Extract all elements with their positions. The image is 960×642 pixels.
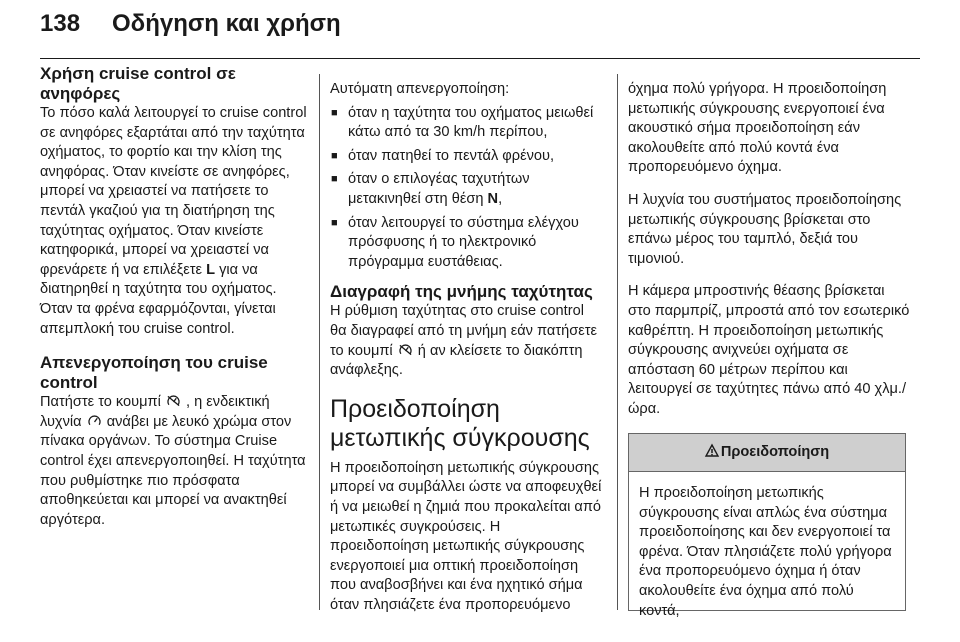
- warning-header: [629, 434, 905, 473]
- warning-triangle-icon: [705, 444, 719, 457]
- section-heading-hill-use: Χρήση cruise control σε ανηφόρες: [40, 64, 236, 103]
- gear-key-n: N: [487, 190, 499, 207]
- list-item: ■ όταν πατηθεί το πεντάλ φρένου,: [330, 147, 602, 167]
- cruise-control-button-icon: [167, 395, 180, 407]
- auto-off-list: [330, 104, 602, 273]
- paragraph-hill-use: Το πόσο καλά λειτουργεί το cruise control σε ανηφόρες εξαρτάται από την ταχύτητα οχήματος, το φορτίο και την κλίση της ανηφόρας. Όταν κινείστε σε ανηφόρες, μπορεί να χρειαστεί να πατήσετε το πεντάλ γκαζιού για τη διατήρηση της ταχύτητας οχήματος. Όταν κινείστε κατηφορικά, μπορεί να χρειαστεί να φρενάρετε ή να επιλέξετε L για να διατηρηθεί η ταχύτητα του οχήματος. Όταν τα φρένα εφαρμόζονται, γίνεται απεμπλοκή του cruise control.: [40, 105, 307, 337]
- column-1: [40, 64, 308, 544]
- warning-box: [628, 433, 906, 619]
- column-divider: [617, 74, 618, 610]
- list-item: ■ όταν ο επιλογέας ταχυτήτων μετακινηθεί στη θέση N,: [330, 170, 602, 209]
- list-item: ■ όταν λειτουργεί το σύστημα ελέγχου πρόσφυσης ή το ηλεκτρονικό πρόγραμμα ευστάθειας.: [330, 214, 602, 273]
- main-heading-forward-collision: Προειδοποίηση μετωπικής σύγκρουσης: [330, 394, 590, 452]
- page-header: [40, 10, 920, 50]
- paragraph-collision-alert: όχημα πολύ γρήγορα. Η προειδοποίηση μετωπικής σύγκρουσης ενεργοποιεί ένα ακουστικό σήμα προειδοποίηση εάν ακολουθείτε από πολύ κοντά ένα προπορευόμενο όχημα.: [628, 81, 887, 176]
- paragraph-camera-location: Η κάμερα μπροστινής θέασης βρίσκεται στο παρμπρίζ, μπροστά από τον εσωτερικό καθρέπτη. Η προειδοποίηση μετωπικής σύγκρουσης ανιχνεύει οχήματα σε απόσταση 60 μέτρων περίπου και λειτουργεί σε ταχύτητες πάνω από 40 χλμ./ώρα.: [628, 283, 910, 417]
- cruise-control-indicator-icon: [88, 415, 101, 427]
- paragraph-deactivation: Πατήστε το κουμπί , η ενδεικτική λυχνία ανάβει με λευκό χρώμα στον πίνακα οργάνων. Το σύστημα Cruise control έχει απενεργοποιηθεί. Η ταχύτητα που ρυθμίστηκε πιο πρόσφατα αποθηκεύεται και μπορεί να ανακτηθεί αργότερα.: [40, 394, 306, 528]
- page-title: Οδήγηση και χρήση: [112, 10, 341, 37]
- paragraph-clear-memory: Η ρύθμιση ταχύτητας στο cruise control θα διαγραφεί από τη μνήμη εάν πατήσετε το κουμπί ή αν κλείσετε το διακόπτη ανάφλεξης.: [330, 303, 597, 379]
- section-heading-clear-memory: Διαγραφή της μνήμης ταχύτητας: [330, 282, 593, 302]
- warning-title: Προειδοποίηση: [720, 443, 830, 460]
- warning-text: Η προειδοποίηση μετωπικής σύγκρουσης είναι απλώς ένα σύστημα προειδοποίησης και δεν ενεργοποιεί τα φρένα. Όταν πλησιάζετε πολύ γρήγορα ένα προπορευόμενο όχημα ή όταν ακολουθείτε ένα όχημα από πολύ κοντά,: [639, 485, 892, 619]
- paragraph-indicator-location: Η λυχνία του συστήματος προειδοποίησης μετωπικής σύγκρουσης βρίσκεται στο επάνω μέρος του ταμπλό, δεξιά του τιμονιού.: [628, 191, 902, 267]
- cruise-control-button-icon: [399, 344, 412, 356]
- column-3: [628, 80, 910, 619]
- list-item: ■ όταν η ταχύτητα του οχήματος μειωθεί κάτω από τα 30 km/h περίπου,: [330, 104, 602, 143]
- gear-key-l: L: [206, 261, 216, 278]
- page-number: 138: [40, 10, 81, 37]
- paragraph-forward-collision-intro: Η προειδοποίηση μετωπικής σύγκρουσης μπορεί να συμβάλλει ώστε να αποφευχθεί ή να μειωθεί η ζημιά που προκαλείται από μετωπικές συγκρούσεις. Η προειδοποίηση μετωπικής σύγκρουσης ενεργοποιεί μια οπτική προειδοποίηση που αναβοσβήνει και ένα ηχητικό σήμα όταν πλησιάζετε ένα προπορευόμενο: [330, 459, 602, 613]
- auto-off-intro: Αυτόματη απενεργοποίηση:: [330, 81, 510, 97]
- column-2: [330, 80, 602, 628]
- header-rule: [40, 58, 920, 59]
- column-divider: [319, 74, 320, 610]
- section-heading-deactivation: Απενεργοποίηση του cruise control: [40, 353, 268, 393]
